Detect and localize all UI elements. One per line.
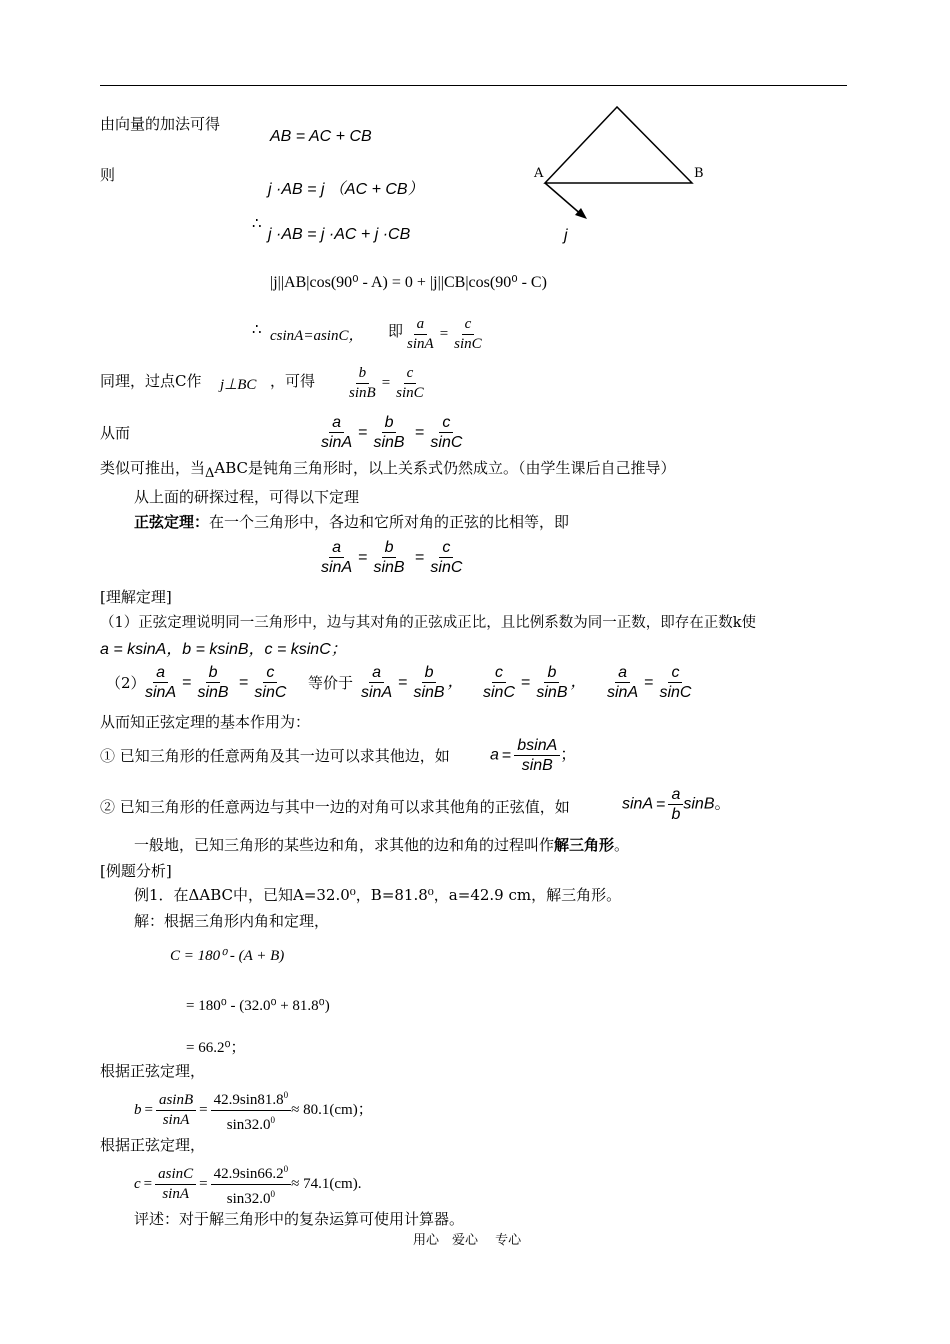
text-obtuse-case: 类似可推出，当ΔABC是钝角三角形时，以上关系式仍然成立。（由学生课后自己推导） (100, 459, 676, 481)
text-solve-triangle: 一般地，已知三角形的某些边和角，求其他的边和角的过程叫作解三角形。 (134, 836, 630, 854)
eq-pair-ab: $\frac{a}{\sin A}$ = $\frac{b}{\sin B}$ ， (361, 664, 464, 701)
eq-vector-sum: AB = AC + CB (270, 128, 372, 145)
eq-distributed: j ·AB = j ·AC + j ·CB (268, 226, 411, 243)
calc-c-step2: = 180⁰ - (32.0⁰ + 81.8⁰) (186, 998, 330, 1014)
eq-csina: csinA=asinC， (270, 328, 364, 344)
eq-b-value: b = $\frac{asinB}{\sin A}$ = $\frac{42.9\sin 81.8^0}{\sin 32.0^0}$ ≈ 80.1(cm)； (134, 1086, 373, 1135)
text-by-sine-law-1: 根据正弦定理， (100, 1062, 206, 1080)
understand-point-2-label: （2） (106, 674, 146, 692)
theorem-statement: 正弦定理：在一个三角形中，各边和它所对角的正弦的比相等，即 (134, 513, 570, 531)
eq-dot-product: j ·AB = j （AC + CB） (268, 181, 424, 198)
therefore-symbol-2: ∴ (252, 320, 262, 338)
calc-c-step1: C = 180⁰ - (A + B) (170, 948, 285, 964)
text-from-above: 从上面的研探过程，可得以下定理 (134, 488, 360, 506)
text-equivalent: 等价于 (308, 674, 354, 692)
eq-magnitudes: |j||AB|cos(90⁰ - A) = 0 + |j||CB|cos(90⁰ - C) (270, 274, 547, 291)
text-hence: 从而 (100, 424, 131, 442)
section-example-analysis: [例题分析] (100, 862, 172, 880)
eq-sine-law-2: $\frac{a}{\sin A}$ = $\frac{b}{\sin B}$ = $\frac{c}{\sin C}$ (321, 539, 463, 576)
text-comment: 评述：对于解三角形中的复杂运算可使用计算器。 (134, 1210, 465, 1228)
triangle-abc (545, 107, 692, 183)
text-vector-addition: 由向量的加法可得 (100, 115, 221, 133)
text-namely: 即 (388, 322, 404, 340)
use-case-1: ① 已知三角形的任意两角及其一边可以求其他边，如 (100, 747, 450, 765)
text-similarly: 同理，过点C作 (100, 372, 202, 390)
use-case-2: ② 已知三角形的任意两边与其中一边的对角可以求其他角的正弦值，如 (100, 798, 570, 816)
eq-pair-cb: $\frac{c}{\sin C}$ = $\frac{b}{\sin B}$ ， (483, 664, 587, 701)
footer-motto: 用心 爱心 专心 (413, 1233, 522, 1248)
header-rule (100, 85, 847, 86)
eq-b-c-ratio: $\frac{b}{\sin B}$ = $\frac{c}{\sin C}$ (349, 365, 424, 401)
therefore-symbol: ∴ (252, 214, 262, 232)
text-obtain: ，可得 (270, 372, 316, 390)
example-1: 例1．在ΔABC中，已知A=32.0⁰，B=81.8⁰，a=42.9 cm，解三角形。 (134, 886, 622, 904)
eq-use-case-2: sinA = $\frac{a}{b}$ sinB。 (622, 786, 731, 823)
triangle-figure (528, 104, 718, 228)
eq-sine-law-1: $\frac{a}{\sin A}$ = $\frac{b}{\sin B}$ = $\frac{c}{\sin C}$ (321, 414, 463, 451)
understand-point-1: （1）正弦定理说明同一三角形中，边与其对角的正弦成正比，且比例系数为同一正数，即存在正数k使 (100, 615, 757, 631)
eq-a-c-ratio: $\frac{a}{\sin A}$ = $\frac{c}{\sin C}$ (407, 316, 482, 352)
text-by-sine-law-2: 根据正弦定理， (100, 1136, 206, 1154)
section-understand-theorem: [理解定理] (100, 588, 172, 606)
eq-pair-ac: $\frac{a}{\sin A}$ = $\frac{c}{\sin C}$ (607, 664, 692, 701)
eq-use-case-1: a = $\frac{bsinA}{\sin B}$ ； (490, 737, 577, 774)
example-solution: 解：根据三角形内角和定理， (134, 912, 330, 930)
eq-sine-law-3: $\frac{a}{\sin A}$ = $\frac{b}{\sin B}$ = $\frac{c}{\sin C}$ (145, 664, 287, 701)
vector-j-label: j (564, 227, 568, 244)
text-basic-use: 从而知正弦定理的基本作用为： (100, 713, 311, 731)
eq-j-perp-bc: j⊥BC (220, 377, 257, 393)
vertex-b-label: B (694, 166, 704, 181)
eq-c-value: c = $\frac{asinC}{\sin A}$ = $\frac{42.9\sin 66.2^0}{\sin 32.0^0}$ ≈ 74.1(cm). (134, 1160, 361, 1209)
calc-c-step3: = 66.2⁰； (186, 1040, 246, 1056)
vector-j-arrow (545, 183, 583, 216)
eq-proportional: a = ksinA，b = ksinB，c = ksinC； (100, 641, 347, 658)
vertex-a-label: A (534, 166, 544, 181)
text-then: 则 (100, 166, 116, 184)
